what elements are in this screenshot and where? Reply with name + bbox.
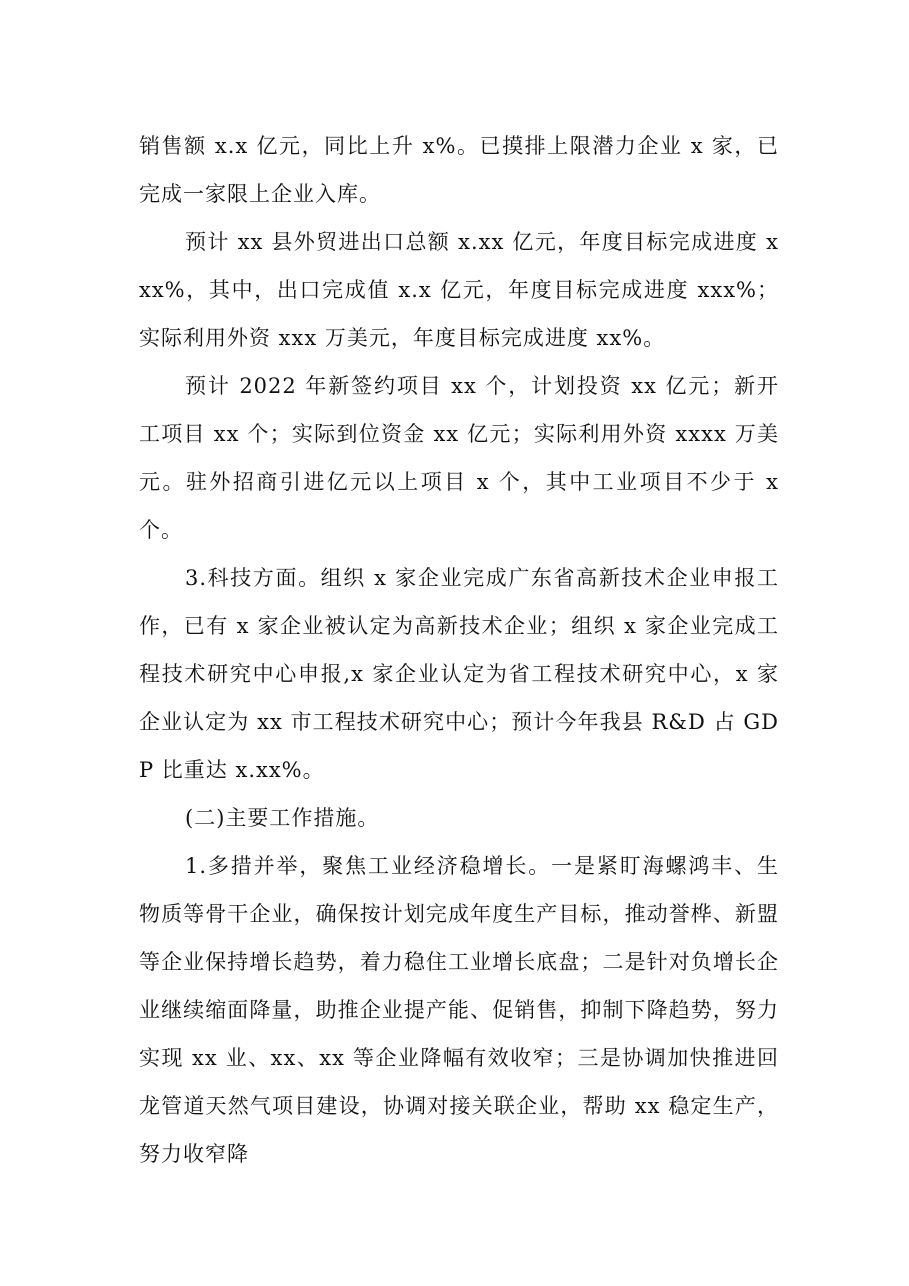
paragraph-technology: 3.科技方面。组织 x 家企业完成广东省高新技术企业申报工作，已有 x 家企业被认定为高新技术企业；组织 x 家企业完成工程技术研究中心申报,x 家企业认定为省工程技术研究中心，x 家企业认定为 xx 市工程技术研究中心；预计今年我县 R&D 占 GDP 比重达 x.xx%。 (139, 566, 779, 782)
paragraph-investment-projects: 预计 2022 年新签约项目 xx 个，计划投资 xx 亿元；新开工项目 xx 个；实际到位资金 xx 亿元；实际利用外资 xxxx 万美元。驻外招商引进亿元以上项目 x 个，其中工业项目不少于 x 个。 (139, 374, 779, 542)
paragraph-sales-continuation: 销售额 x.x 亿元，同比上升 x%。已摸排上限潜力企业 x 家，已完成一家限上企业入库。 (139, 134, 779, 206)
paragraph-foreign-trade: 预计 xx 县外贸进出口总额 x.xx 亿元，年度目标完成进度 xxx%，其中，出口完成值 x.x 亿元，年度目标完成进度 xxx%；实际利用外资 xxx 万美元，年度目标完成进度 xx%。 (139, 230, 779, 350)
paragraph-industrial-growth: 1.多措并举，聚焦工业经济稳增长。一是紧盯海螺鸿丰、生物质等骨干企业，确保按计划完成年度生产目标，推动誉桦、新盟等企业保持增长趋势，着力稳住工业增长底盘；二是针对负增长企业继续缩面降量，助推企业提产能、促销售，抑制下降趋势，努力实现 xx 业、xx、xx 等企业降幅有效收窄；三是协调加快推进回龙管道天然气项目建设，协调对接关联企业，帮助 xx 稳定生产，努力收窄降 (139, 854, 779, 1166)
section-heading-main-measures: (二)主要工作措施。 (185, 806, 380, 830)
